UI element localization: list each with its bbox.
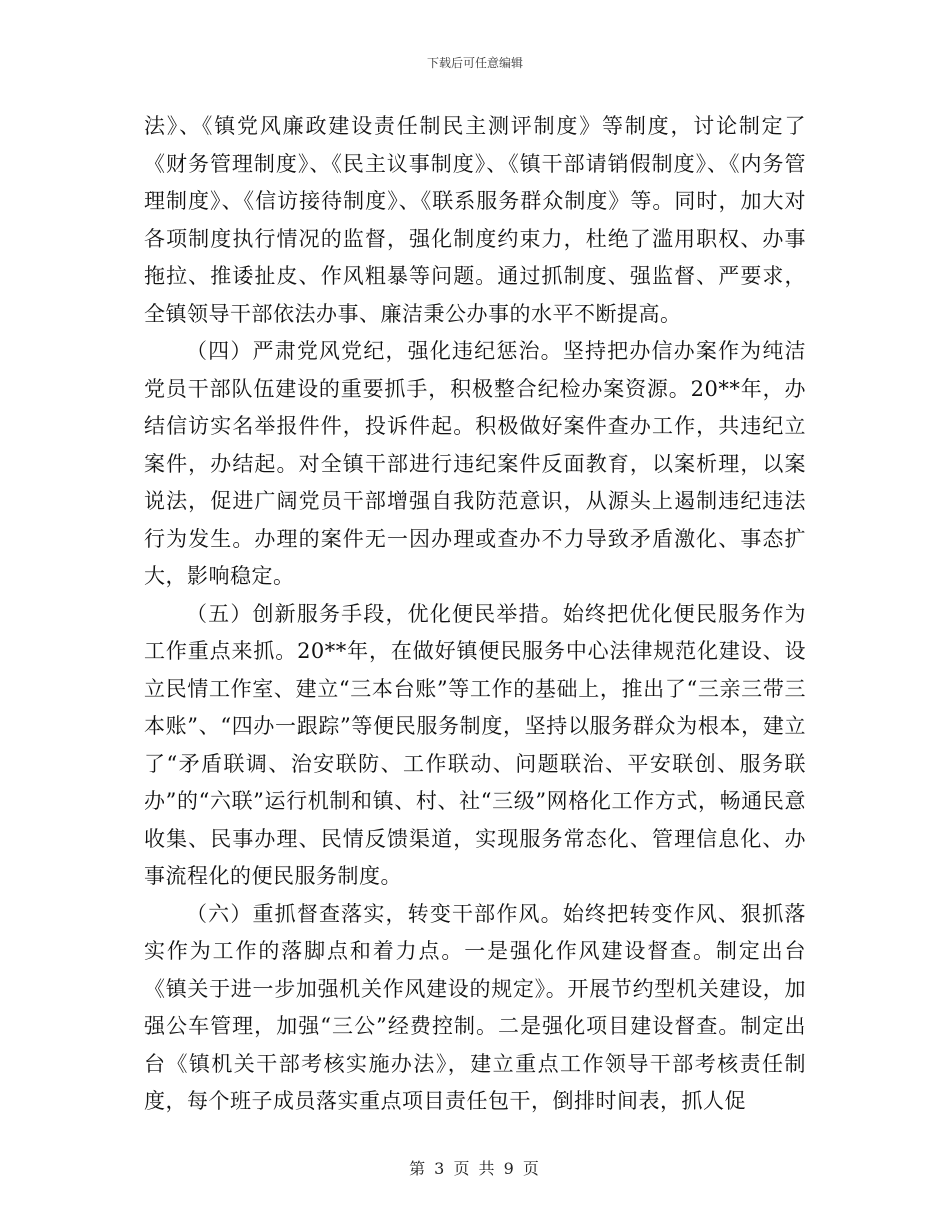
page-header xyxy=(0,54,950,71)
page-footer xyxy=(0,1156,950,1179)
document-body xyxy=(144,108,806,1121)
paragraph-2: （四）严肃党风党纪，强化违纪惩治。坚持把办信办案作为纯洁党员干部队伍建设的重要抓手，积极整合纪检办案资源。20**年，办结信访实名举报件件，投诉件起。积极做好案件查办工作，共违纪立案件，办结起。对全镇干部进行违纪案件反面教育，以案析理，以案说法，促进广阔党员干部增强自我防范意识，从源头上遏制违纪违法行为发生。办理的案件无一因办理或查办不力导致矛盾激化、事态扩大，影响稳定。 xyxy=(144,339,806,588)
page-number: 第 3 页 共 9 页 xyxy=(409,1159,541,1178)
header-note: 下载后可任意编辑 xyxy=(426,56,523,70)
paragraph-1: 法》、《镇党风廉政建设责任制民主测评制度》等制度，讨论制定了《财务管理制度》、《民主议事制度》、《镇干部请销假制度》、《内务管理制度》、《信访接待制度》、《联系服务群众制度》等。同时，加大对各项制度执行情况的监督，强化制度约束力，杜绝了滥用职权、办事拖拉、推诿扯皮、作风粗暴等问题。通过抓制度、强监督、严要求，全镇领导干部依法办事、廉洁秉公办事的水平不断提高。 xyxy=(144,114,806,326)
paragraph-4: （六）重抓督查落实，转变干部作风。始终把转变作风、狠抓落实作为工作的落脚点和着力点。一是强化作风建设督查。制定出台《镇关于进一步加强机关作风建设的规定》。开展节约型机关建设，加强公车管理，加强“三公”经费控制。二是强化项目建设督查。制定出台《镇机关干部考核实施办法》，建立重点工作领导干部考核责任制度，每个班子成员落实重点项目责任包干，倒排时间表，抓人促 xyxy=(144,901,806,1113)
paragraph-3: （五）创新服务手段，优化便民举措。始终把优化便民服务作为工作重点来抓。20**年，在做好镇便民服务中心法律规范化建设、设立民情工作室、建立“三本台账”等工作的基础上，推出了“三亲三带三本账”、“四办一跟踪”等便民服务制度，坚持以服务群众为根本，建立了“矛盾联调、治安联防、工作联动、问题联治、平安联创、服务联办”的“六联”运行机制和镇、村、社“三级”网格化工作方式，畅通民意收集、民事办理、民情反馈渠道，实现服务常态化、管理信息化、办事流程化的便民服务制度。 xyxy=(144,601,806,888)
